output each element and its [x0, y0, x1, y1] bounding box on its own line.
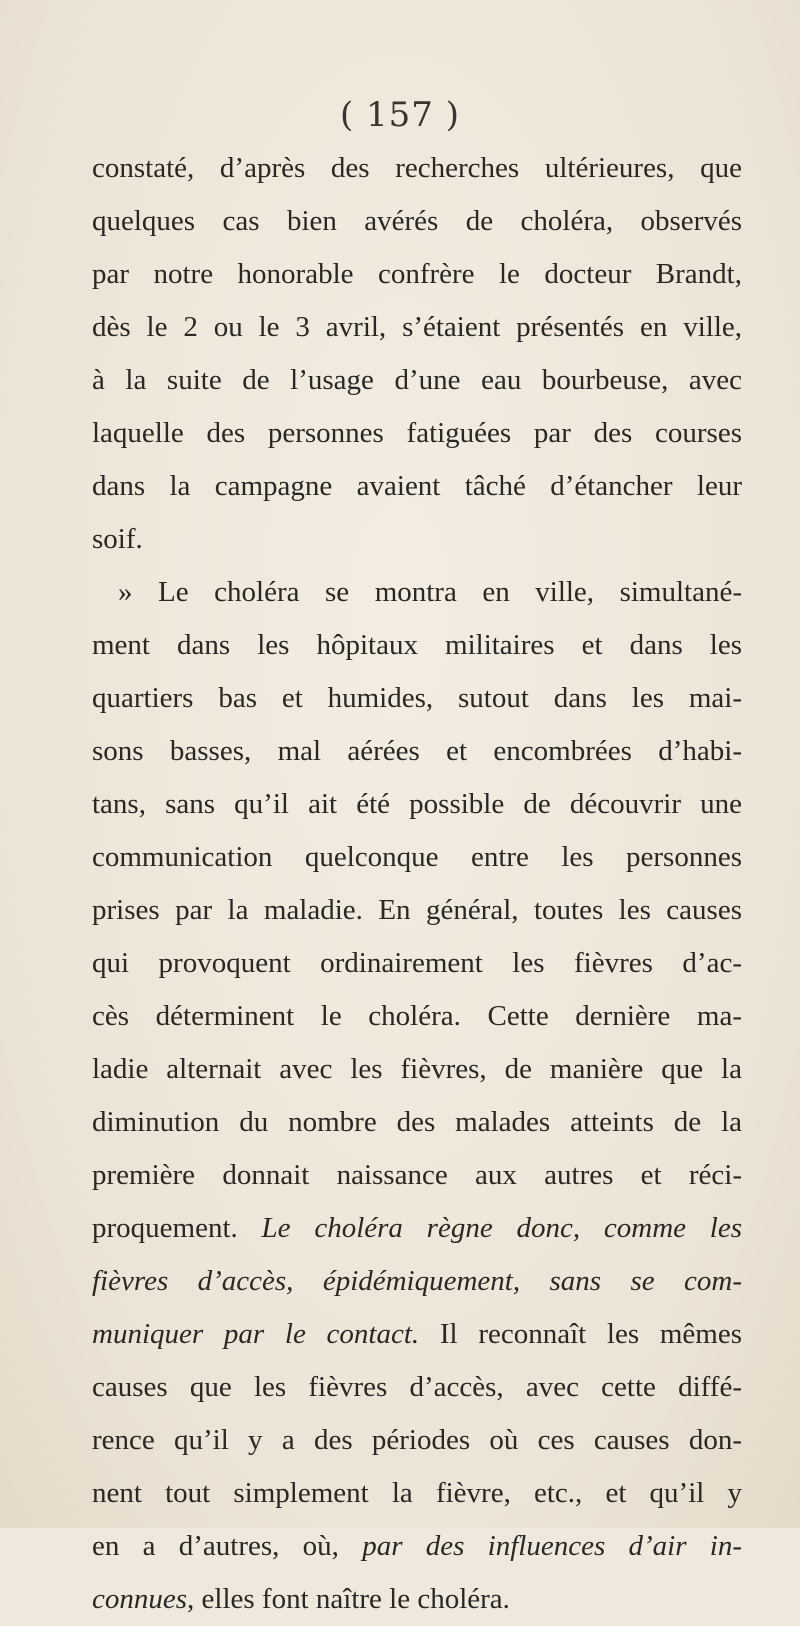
text-segment: en a d’autres, où, [92, 1530, 363, 1562]
text-segment: ment dans les hôpitaux militaires et dans les [92, 629, 742, 661]
text-line [92, 1467, 742, 1520]
text-line [92, 460, 742, 513]
text-line [92, 1255, 742, 1308]
body-text [92, 142, 742, 1626]
text-segment: à la suite de l’usage d’une eau bourbeuse, avec [92, 364, 742, 396]
text-line [92, 1043, 742, 1096]
text-line [92, 566, 742, 619]
text-segment: proquement. [92, 1212, 262, 1244]
text-segment: prises par la maladie. En général, toutes les causes [92, 894, 742, 926]
text-line [92, 1149, 742, 1202]
text-segment: par notre honorable confrère le docteur Brandt, [92, 258, 742, 290]
text-line [92, 619, 742, 672]
text-segment: laquelle des personnes fatiguées par des courses [92, 417, 742, 449]
italic-segment: muniquer par le contact. [92, 1318, 420, 1350]
text-segment: quartiers bas et humides, sutout dans les mai- [92, 682, 742, 714]
text-line [92, 884, 742, 937]
text-line [92, 354, 742, 407]
text-line [92, 990, 742, 1043]
italic-segment: Le choléra règne donc, comme les [261, 1212, 742, 1244]
text-segment: diminution du nombre des malades atteints de la [92, 1106, 742, 1138]
text-line [92, 513, 742, 566]
text-line [92, 1414, 742, 1467]
text-line [92, 1096, 742, 1149]
text-segment: ladie alternait avec les fièvres, de manière que la [92, 1053, 742, 1085]
text-line [92, 142, 742, 195]
text-segment: nent tout simplement la fièvre, etc., et qu’il y [92, 1477, 742, 1509]
text-segment: constaté, d’après des recherches ultérieures, que [92, 152, 742, 184]
text-line [92, 195, 742, 248]
text-segment: quelques cas bien avérés de choléra, observés [92, 205, 742, 237]
text-segment: soif. [92, 523, 143, 555]
text-line [92, 672, 742, 725]
text-line [92, 301, 742, 354]
text-segment: première donnait naissance aux autres et réci- [92, 1159, 742, 1191]
text-segment: cès déterminent le choléra. Cette dernière ma- [92, 1000, 742, 1032]
text-segment: , elles font naître le choléra. [187, 1583, 510, 1615]
text-line [92, 1308, 742, 1361]
text-line [92, 248, 742, 301]
text-segment: causes que les fièvres d’accès, avec cette diffé- [92, 1371, 742, 1403]
text-segment: sons basses, mal aérées et encombrées d’habi- [92, 735, 742, 767]
italic-segment: fièvres d’accès, épidémiquement, sans se com- [92, 1265, 742, 1297]
text-segment: dès le 2 ou le 3 avril, s’étaient présentés en ville, [92, 311, 742, 343]
text-segment: qui provoquent ordinairement les fièvres d’ac- [92, 947, 742, 979]
text-segment: » Le choléra se montra en ville, simultané- [118, 576, 742, 608]
page-number: ( 157 ) [339, 95, 461, 135]
text-line [92, 778, 742, 831]
text-segment: communication quelconque entre les personnes [92, 841, 742, 873]
text-segment: dans la campagne avaient tâché d’étancher leur [92, 470, 742, 502]
text-line [92, 831, 742, 884]
text-line [92, 1573, 742, 1626]
italic-segment: par des influences d’air in- [362, 1530, 742, 1562]
text-line [92, 1361, 742, 1414]
text-line [92, 937, 742, 990]
text-segment: rence qu’il y a des périodes où ces causes don- [92, 1424, 742, 1456]
italic-segment: connues [92, 1583, 188, 1615]
text-line [92, 1202, 742, 1255]
text-segment: tans, sans qu’il ait été possible de découvrir une [92, 788, 742, 820]
text-segment: Il reconnaît les mêmes [419, 1318, 742, 1350]
text-line [92, 407, 742, 460]
text-line [92, 725, 742, 778]
